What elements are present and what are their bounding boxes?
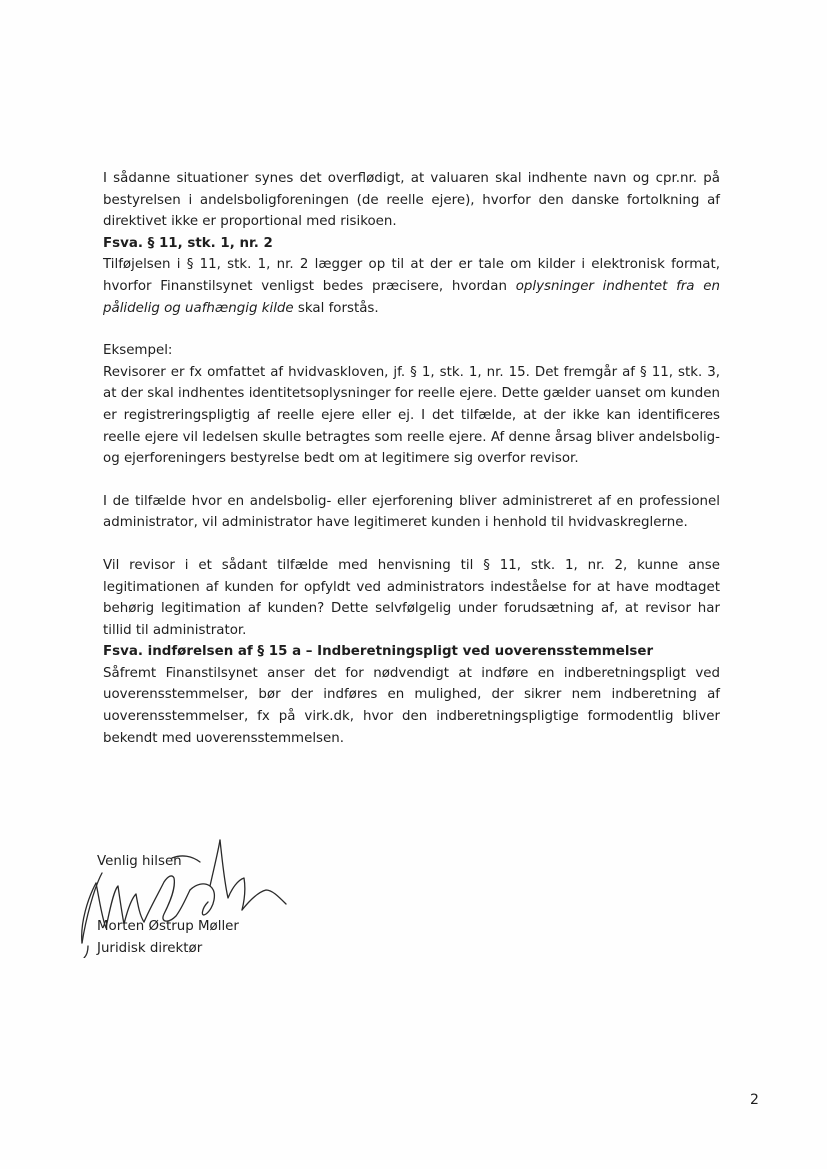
- paragraph-administrator: I de tilfælde hvor en andelsbolig- eller ejerforening bliver administreret af en professionel administrator, vil administrator have legitimeret kunden i henhold til hvidvaskreglerne.: [103, 493, 720, 531]
- closing-block: [97, 852, 239, 956]
- example-label: Eksempel:: [103, 343, 173, 359]
- paragraph-section-11-italic: oplysninger indhentet fra en pålidelig og uafhængig kilde: [103, 278, 720, 316]
- heading-section-11: Fsva. § 11, stk. 1, nr. 2: [103, 235, 273, 251]
- letter-body: [103, 168, 720, 749]
- paragraph-situation: I sådanne situationer synes det overflødigt, at valuaren skal indhente navn og cpr.nr. på bestyrelsen i andelsboligforeningen (de reelle ejere), hvorfor den danske fortolkning af direktivet ikke er proportional med risikoen.: [103, 171, 720, 230]
- signatory-title: Juridisk direktør: [97, 941, 203, 956]
- paragraph-example: Revisorer er fx omfattet af hvidvaskloven, jf. § 1, stk. 1, nr. 15. Det fremgår af § 11, stk. 3, at der skal indhentes identitetsoplysninger for reelle ejere. Dette gælder uanset om kunden er registreringspligtig af reelle ejere eller ej. I det tilfælde, at der ikke kan identificeres reelle ejere vil ledelsen skulle betragtes som reelle ejere. Af denne årsag bliver andelsbolig- og ejerforeningers bestyrelse bedt om at legitimere sig overfor revisor.: [103, 364, 720, 467]
- signatory-name: Morten Østrup Møller: [97, 919, 239, 934]
- heading-section-15a: Fsva. indførelsen af § 15 a – Indberetningspligt ved uoverensstemmelser: [103, 644, 654, 660]
- page-number: 2: [750, 1092, 759, 1108]
- greeting: Venlig hilsen: [97, 854, 182, 869]
- paragraph-revisor-question: Vil revisor i et sådant tilfælde med henvisning til § 11, stk. 1, nr. 2, kunne anse legitimationen af kunden for opfyldt ved administrators indeståelse for at have modtaget behørig legitimation af kunden? Dette selvfølgelig under forudsætning af, at revisor har tillid til administrator.: [103, 557, 720, 638]
- paragraph-section-15a: Såfremt Finanstilsynet anser det for nødvendigt at indføre en indberetningspligt ved uoverensstemmelser, bør der indføres en mulighed, der sikrer nem indberetning af uoverensstemmelser, fx på virk.dk, hvor den indberetningspligtige formodentlig bliver bekendt med uoverensstemmelsen.: [103, 665, 720, 746]
- paragraph-section-11-text-a: Tilføjelsen i § 11, stk. 1, nr. 2 lægger op til at der er tale om kilder i elektronisk format, hvorfor Finanstilsynet venligst bedes præcisere, hvordan: [103, 257, 720, 294]
- paragraph-section-11: [103, 254, 720, 319]
- paragraph-section-11-text-b: skal forstås.: [293, 300, 379, 316]
